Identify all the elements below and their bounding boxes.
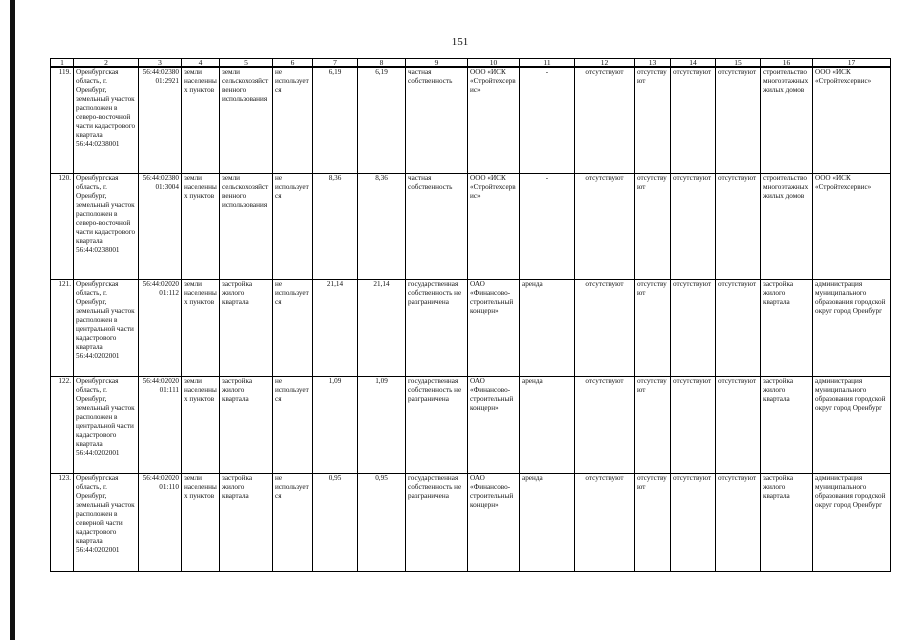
column-header: 3 <box>139 59 182 68</box>
table-row <box>51 279 891 376</box>
plot-location: Оренбургская область, г. Оренбург, земельный участок расположен в центральной части кадастрового квартала 56:44:0202001 <box>74 279 139 376</box>
area-value-2: 6,19 <box>358 67 406 173</box>
area-value: 6,19 <box>313 67 358 173</box>
land-category: земли населенных пунктов <box>182 376 220 473</box>
usage-status: не используется <box>273 376 313 473</box>
planned-use: строительство многоэтажных жилых домов <box>761 67 813 173</box>
encumbrance: отсутствуют <box>575 67 635 173</box>
column-header: 10 <box>468 59 520 68</box>
land-category: земли населенных пунктов <box>182 279 220 376</box>
right-holder: ООО «ИСК «Стройтехсервис» <box>468 173 520 279</box>
land-plot-table <box>50 58 891 572</box>
plot-location: Оренбургская область, г. Оренбург, земельный участок расположен в северо-восточной части кадастрового квартала 56:44:0238001 <box>74 67 139 173</box>
area-value-2: 21,14 <box>358 279 406 376</box>
permitted-use: застройка жилого квартала <box>220 473 273 571</box>
cadastral-number: 56:44:0202001:110 <box>139 473 182 571</box>
planned-use: застройка жилого квартала <box>761 279 813 376</box>
col14-value: отсутствуют <box>671 67 716 173</box>
usage-status: не используется <box>273 473 313 571</box>
table-row <box>51 67 891 173</box>
column-header: 6 <box>273 59 313 68</box>
permitted-use: земли сельскохозяйственного использования <box>220 67 273 173</box>
column-header: 16 <box>761 59 813 68</box>
column-header: 7 <box>313 59 358 68</box>
area-value-2: 0,95 <box>358 473 406 571</box>
planned-use: застройка жилого квартала <box>761 376 813 473</box>
row-number: 123. <box>51 473 74 571</box>
land-category: земли населенных пунктов <box>182 67 220 173</box>
usage-status: не используется <box>273 173 313 279</box>
cadastral-number: 56:44:0238001:2921 <box>139 67 182 173</box>
planned-use: строительство многоэтажных жилых домов <box>761 173 813 279</box>
area-value: 21,14 <box>313 279 358 376</box>
encumbrance: отсутствуют <box>575 173 635 279</box>
area-value-2: 8,36 <box>358 173 406 279</box>
usage-status: не используется <box>273 67 313 173</box>
scan-edge-bar <box>10 0 15 640</box>
column-number-row <box>51 59 891 68</box>
table-row <box>51 473 891 571</box>
col14-value: отсутствуют <box>671 173 716 279</box>
row-number: 120. <box>51 173 74 279</box>
plot-location: Оренбургская область, г. Оренбург, земельный участок расположен в северной части кадастрового квартала 56:44:0202001 <box>74 473 139 571</box>
column-header: 8 <box>358 59 406 68</box>
column-header: 2 <box>74 59 139 68</box>
cadastral-number: 56:44:0202001:112 <box>139 279 182 376</box>
cadastral-number: 56:44:0238001:3004 <box>139 173 182 279</box>
col13-value: отсутствуют <box>635 376 671 473</box>
column-header: 12 <box>575 59 635 68</box>
col15-value: отсутствуют <box>716 173 761 279</box>
holder: администрация муниципального образования городской округ город Оренбург <box>813 376 891 473</box>
encumbrance: отсутствуют <box>575 279 635 376</box>
row-number: 119. <box>51 67 74 173</box>
column-header: 11 <box>520 59 575 68</box>
right-type: - <box>520 173 575 279</box>
column-header: 1 <box>51 59 74 68</box>
col13-value: отсутствуют <box>635 473 671 571</box>
holder: ООО «ИСК «Стройтехсервис» <box>813 67 891 173</box>
right-holder: ОАО «Финансово-строительный концерн» <box>468 376 520 473</box>
permitted-use: земли сельскохозяйственного использования <box>220 173 273 279</box>
column-header: 9 <box>406 59 468 68</box>
ownership-form: государственная собственность не разграничена <box>406 279 468 376</box>
right-type: аренда <box>520 376 575 473</box>
row-number: 122. <box>51 376 74 473</box>
col15-value: отсутствуют <box>716 473 761 571</box>
ownership-form: частная собственность <box>406 173 468 279</box>
column-header: 13 <box>635 59 671 68</box>
col14-value: отсутствуют <box>671 376 716 473</box>
col15-value: отсутствуют <box>716 279 761 376</box>
col15-value: отсутствуют <box>716 376 761 473</box>
permitted-use: застройка жилого квартала <box>220 376 273 473</box>
area-value: 8,36 <box>313 173 358 279</box>
column-header: 15 <box>716 59 761 68</box>
column-header: 17 <box>813 59 891 68</box>
cadastral-number: 56:44:0202001:111 <box>139 376 182 473</box>
ownership-form: государственная собственность не разграничена <box>406 473 468 571</box>
permitted-use: застройка жилого квартала <box>220 279 273 376</box>
col14-value: отсутствуют <box>671 473 716 571</box>
right-holder: ООО «ИСК «Стройтехсервис» <box>468 67 520 173</box>
area-value: 1,09 <box>313 376 358 473</box>
ownership-form: государственная собственность не разграничена <box>406 376 468 473</box>
row-number: 121. <box>51 279 74 376</box>
col13-value: отсутствуют <box>635 279 671 376</box>
holder: администрация муниципального образования городской округ город Оренбург <box>813 279 891 376</box>
ownership-form: частная собственность <box>406 67 468 173</box>
col13-value: отсутствуют <box>635 67 671 173</box>
col15-value: отсутствуют <box>716 67 761 173</box>
table-row <box>51 376 891 473</box>
column-header: 4 <box>182 59 220 68</box>
right-type: - <box>520 67 575 173</box>
page-number: 151 <box>451 36 469 48</box>
encumbrance: отсутствуют <box>575 473 635 571</box>
plot-location: Оренбургская область, г. Оренбург, земельный участок расположен в северо-восточной части кадастрового квартала 56:44:0238001 <box>74 173 139 279</box>
column-header: 14 <box>671 59 716 68</box>
col14-value: отсутствуют <box>671 279 716 376</box>
right-type: аренда <box>520 279 575 376</box>
right-type: аренда <box>520 473 575 571</box>
col13-value: отсутствуют <box>635 173 671 279</box>
area-value-2: 1,09 <box>358 376 406 473</box>
area-value: 0,95 <box>313 473 358 571</box>
land-category: земли населенных пунктов <box>182 173 220 279</box>
holder: ООО «ИСК «Стройтехсервис» <box>813 173 891 279</box>
land-category: земли населенных пунктов <box>182 473 220 571</box>
holder: администрация муниципального образования городской округ город Оренбург <box>813 473 891 571</box>
planned-use: застройка жилого квартала <box>761 473 813 571</box>
right-holder: ОАО «Финансово-строительный концерн» <box>468 473 520 571</box>
usage-status: не используется <box>273 279 313 376</box>
right-holder: ОАО «Финансово-строительный концерн» <box>468 279 520 376</box>
encumbrance: отсутствуют <box>575 376 635 473</box>
table-row <box>51 173 891 279</box>
plot-location: Оренбургская область, г. Оренбург, земельный участок расположен в центральной части кадастрового квартала 56:44:0202001 <box>74 376 139 473</box>
column-header: 5 <box>220 59 273 68</box>
